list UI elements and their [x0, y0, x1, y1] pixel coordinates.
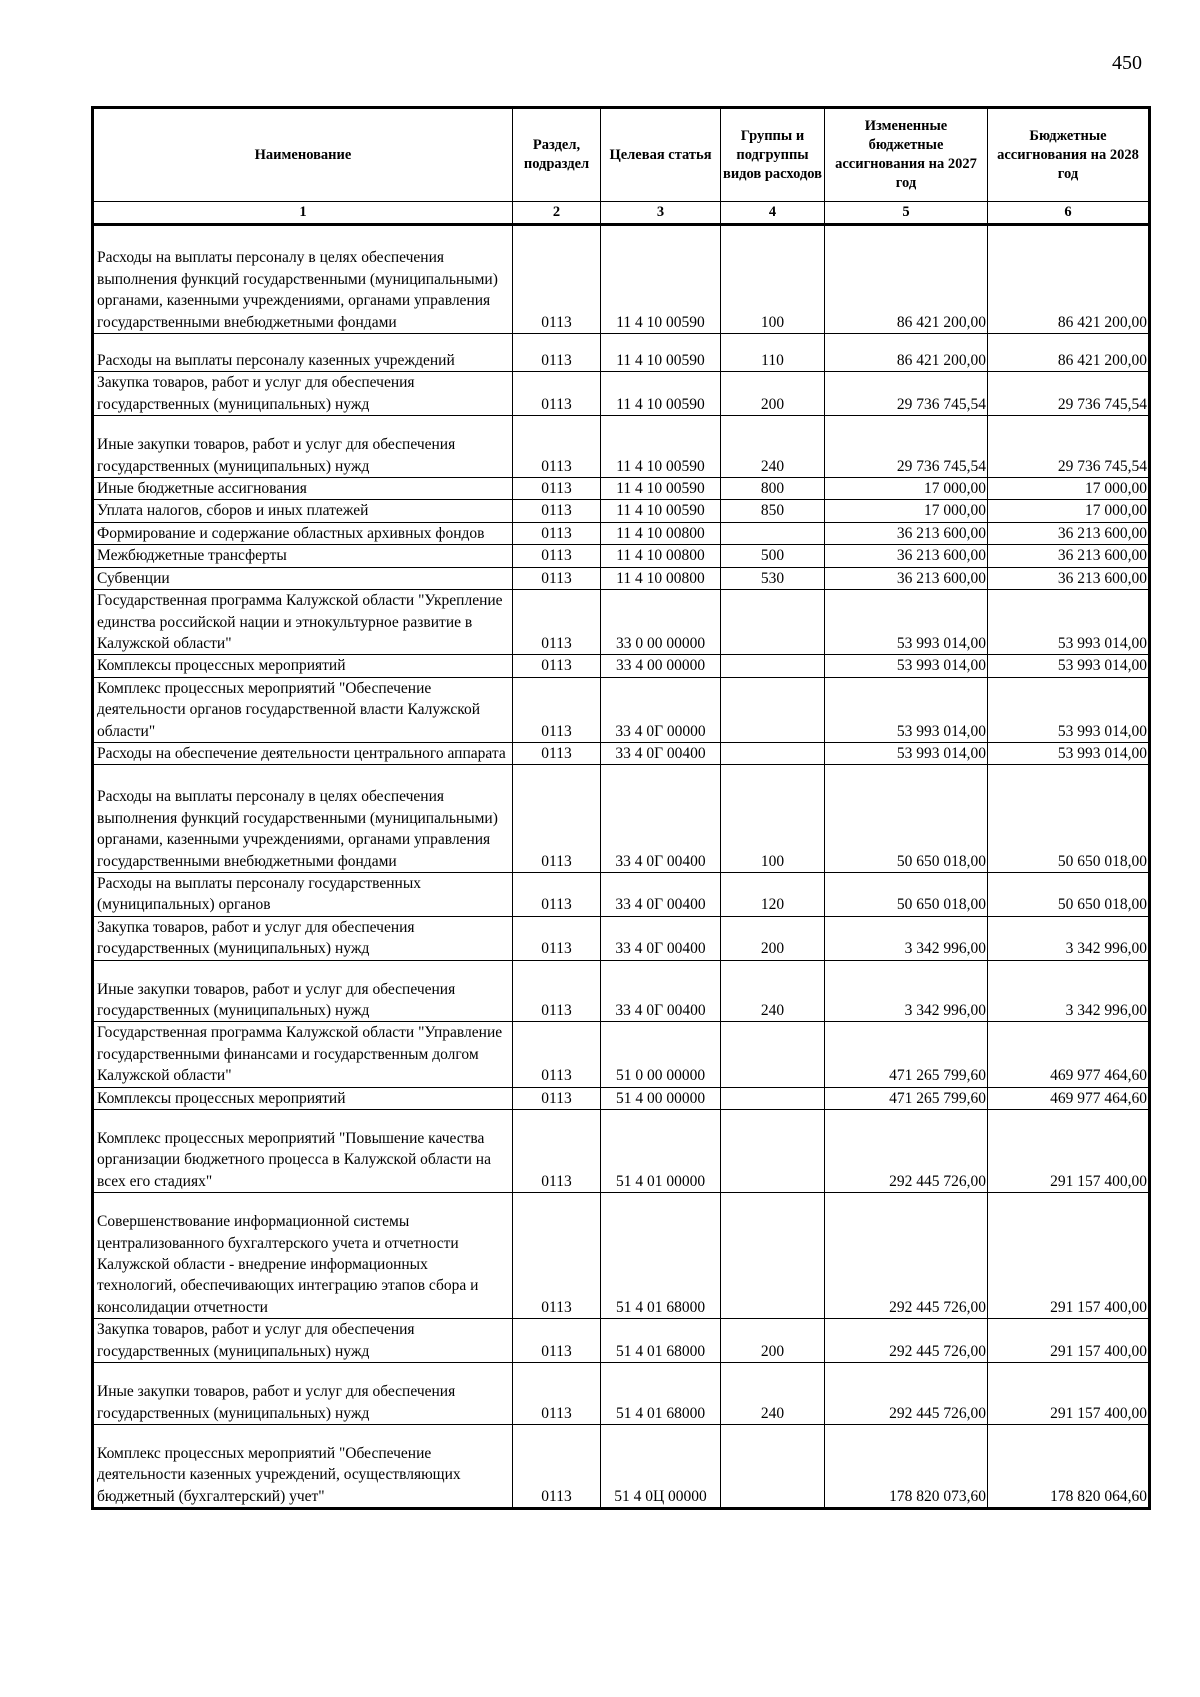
- row-amount-2028: 29 736 745,54: [988, 416, 1150, 478]
- row-name: Иные бюджетные ассигнования: [93, 478, 513, 500]
- row-amount-2027: 292 445 726,00: [825, 1319, 988, 1363]
- row-target: 11 4 10 00590: [601, 225, 721, 334]
- column-number: 4: [721, 202, 825, 225]
- row-target: 51 4 01 00000: [601, 1110, 721, 1193]
- row-name: Закупка товаров, работ и услуг для обеспечения государственных (муниципальных) нужд: [93, 916, 513, 960]
- row-amount-2027: 29 736 745,54: [825, 372, 988, 416]
- row-name: Совершенствование информационной системы централизованного бухгалтерского учета и отчетности Калужской области - внедрение информационных технологий, обеспечивающих интеграцию этапов сбора и консолидации отчетности: [93, 1193, 513, 1319]
- row-section: 0113: [513, 545, 601, 567]
- row-name: Расходы на выплаты персоналу казенных учреждений: [93, 334, 513, 372]
- row-group: [721, 655, 825, 677]
- row-group: 240: [721, 416, 825, 478]
- row-amount-2027: 50 650 018,00: [825, 872, 988, 916]
- row-amount-2028: 17 000,00: [988, 500, 1150, 522]
- row-group: 100: [721, 225, 825, 334]
- row-group: 110: [721, 334, 825, 372]
- row-target: 51 4 01 68000: [601, 1319, 721, 1363]
- table-row: [93, 567, 1150, 589]
- row-amount-2028: 86 421 200,00: [988, 225, 1150, 334]
- row-amount-2028: 178 820 064,60: [988, 1424, 1150, 1508]
- row-name: Расходы на обеспечение деятельности центрального аппарата: [93, 742, 513, 764]
- row-name: Субвенции: [93, 567, 513, 589]
- row-target: 11 4 10 00800: [601, 545, 721, 567]
- row-amount-2028: 291 157 400,00: [988, 1363, 1150, 1425]
- column-number: 2: [513, 202, 601, 225]
- row-target: 11 4 10 00590: [601, 478, 721, 500]
- row-group: 800: [721, 478, 825, 500]
- row-group: 120: [721, 872, 825, 916]
- table-row: [93, 765, 1150, 873]
- row-section: 0113: [513, 1022, 601, 1087]
- row-target: 51 0 00 00000: [601, 1022, 721, 1087]
- table-row: [93, 1087, 1150, 1109]
- row-amount-2028: 53 993 014,00: [988, 677, 1150, 742]
- row-name: Государственная программа Калужской области "Укрепление единства российской нации и этнокультурное развитие в Калужской области": [93, 590, 513, 655]
- row-section: 0113: [513, 225, 601, 334]
- column-number: 6: [988, 202, 1150, 225]
- row-target: 11 4 10 00800: [601, 522, 721, 544]
- row-group: 200: [721, 372, 825, 416]
- row-group: 850: [721, 500, 825, 522]
- row-amount-2028: 53 993 014,00: [988, 655, 1150, 677]
- row-name: Расходы на выплаты персоналу в целях обеспечения выполнения функций государственными (муниципальными) органами, казенными учреждениями, органами управления государственными внебюджетными фондами: [93, 225, 513, 334]
- row-amount-2028: 36 213 600,00: [988, 545, 1150, 567]
- header-amount-2027: Измененные бюджетные ассигнования на 2027 год: [825, 108, 988, 202]
- row-section: 0113: [513, 872, 601, 916]
- row-group: 240: [721, 1363, 825, 1425]
- table-row: [93, 1363, 1150, 1425]
- row-group: 200: [721, 916, 825, 960]
- row-amount-2028: 53 993 014,00: [988, 590, 1150, 655]
- row-amount-2027: 29 736 745,54: [825, 416, 988, 478]
- row-target: 33 0 00 00000: [601, 590, 721, 655]
- row-group: [721, 1087, 825, 1109]
- row-name: Закупка товаров, работ и услуг для обеспечения государственных (муниципальных) нужд: [93, 1319, 513, 1363]
- row-section: 0113: [513, 677, 601, 742]
- row-amount-2027: 50 650 018,00: [825, 765, 988, 873]
- row-amount-2028: 36 213 600,00: [988, 567, 1150, 589]
- page-number: 450: [1112, 52, 1142, 74]
- row-amount-2027: 53 993 014,00: [825, 677, 988, 742]
- row-amount-2028: 53 993 014,00: [988, 742, 1150, 764]
- row-section: 0113: [513, 372, 601, 416]
- row-section: 0113: [513, 567, 601, 589]
- row-name: Уплата налогов, сборов и иных платежей: [93, 500, 513, 522]
- table-row: [93, 1424, 1150, 1508]
- row-amount-2028: 291 157 400,00: [988, 1193, 1150, 1319]
- row-section: 0113: [513, 590, 601, 655]
- row-amount-2027: 36 213 600,00: [825, 567, 988, 589]
- row-target: 51 4 00 00000: [601, 1087, 721, 1109]
- row-amount-2027: 36 213 600,00: [825, 522, 988, 544]
- row-amount-2027: 86 421 200,00: [825, 334, 988, 372]
- row-group: [721, 1110, 825, 1193]
- row-name: Государственная программа Калужской области "Управление государственными финансами и государственным долгом Калужской области": [93, 1022, 513, 1087]
- row-amount-2027: 17 000,00: [825, 500, 988, 522]
- row-amount-2027: 471 265 799,60: [825, 1087, 988, 1109]
- table-row: [93, 742, 1150, 764]
- row-target: 51 4 01 68000: [601, 1193, 721, 1319]
- row-amount-2028: 291 157 400,00: [988, 1110, 1150, 1193]
- row-target: 11 4 10 00590: [601, 372, 721, 416]
- table-row: [93, 522, 1150, 544]
- row-target: 51 4 0Ц 00000: [601, 1424, 721, 1508]
- header-name: Наименование: [93, 108, 513, 202]
- row-amount-2027: 3 342 996,00: [825, 960, 988, 1022]
- row-target: 11 4 10 00590: [601, 500, 721, 522]
- row-name: Межбюджетные трансферты: [93, 545, 513, 567]
- row-target: 11 4 10 00590: [601, 416, 721, 478]
- row-name: Комплекс процессных мероприятий "Обеспечение деятельности казенных учреждений, осуществляющих бюджетный (бухгалтерский) учет": [93, 1424, 513, 1508]
- row-target: 33 4 0Г 00000: [601, 677, 721, 742]
- row-amount-2027: 53 993 014,00: [825, 590, 988, 655]
- row-amount-2028: 3 342 996,00: [988, 916, 1150, 960]
- row-section: 0113: [513, 1363, 601, 1425]
- row-name: Комплексы процессных мероприятий: [93, 655, 513, 677]
- row-target: 11 4 10 00590: [601, 334, 721, 372]
- row-target: 33 4 0Г 00400: [601, 960, 721, 1022]
- row-section: 0113: [513, 522, 601, 544]
- table-row: [93, 677, 1150, 742]
- row-amount-2027: 36 213 600,00: [825, 545, 988, 567]
- row-amount-2027: 178 820 073,60: [825, 1424, 988, 1508]
- row-target: 33 4 0Г 00400: [601, 742, 721, 764]
- row-section: 0113: [513, 334, 601, 372]
- row-name: Комплекс процессных мероприятий "Обеспечение деятельности органов государственной власти Калужской области": [93, 677, 513, 742]
- row-group: [721, 522, 825, 544]
- row-group: 530: [721, 567, 825, 589]
- row-section: 0113: [513, 916, 601, 960]
- row-name: Иные закупки товаров, работ и услуг для обеспечения государственных (муниципальных) нужд: [93, 960, 513, 1022]
- row-amount-2027: 86 421 200,00: [825, 225, 988, 334]
- table-row: [93, 1319, 1150, 1363]
- row-name: Расходы на выплаты персоналу в целях обеспечения выполнения функций государственными (муниципальными) органами, казенными учреждениями, органами управления государственными внебюджетными фондами: [93, 765, 513, 873]
- row-group: [721, 742, 825, 764]
- row-group: 200: [721, 1319, 825, 1363]
- row-name: Комплексы процессных мероприятий: [93, 1087, 513, 1109]
- table-row: [93, 1193, 1150, 1319]
- row-section: 0113: [513, 1319, 601, 1363]
- row-target: 33 4 0Г 00400: [601, 916, 721, 960]
- table-row: [93, 545, 1150, 567]
- row-section: 0113: [513, 742, 601, 764]
- table-row: [93, 1022, 1150, 1087]
- row-target: 51 4 01 68000: [601, 1363, 721, 1425]
- row-amount-2027: 292 445 726,00: [825, 1193, 988, 1319]
- row-target: 33 4 00 00000: [601, 655, 721, 677]
- header-section: Раздел, подраздел: [513, 108, 601, 202]
- row-name: Расходы на выплаты персоналу государственных (муниципальных) органов: [93, 872, 513, 916]
- row-section: 0113: [513, 765, 601, 873]
- row-name: Формирование и содержание областных архивных фондов: [93, 522, 513, 544]
- table-row: [93, 872, 1150, 916]
- row-group: [721, 590, 825, 655]
- row-group: 500: [721, 545, 825, 567]
- budget-table: [91, 106, 1151, 1510]
- row-group: 240: [721, 960, 825, 1022]
- row-group: [721, 1424, 825, 1508]
- row-group: [721, 1193, 825, 1319]
- row-amount-2028: 3 342 996,00: [988, 960, 1150, 1022]
- row-amount-2028: 50 650 018,00: [988, 872, 1150, 916]
- header-amount-2028: Бюджетные ассигнования на 2028 год: [988, 108, 1150, 202]
- row-target: 11 4 10 00800: [601, 567, 721, 589]
- row-amount-2027: 292 445 726,00: [825, 1363, 988, 1425]
- row-amount-2027: 53 993 014,00: [825, 655, 988, 677]
- row-target: 33 4 0Г 00400: [601, 765, 721, 873]
- row-section: 0113: [513, 1193, 601, 1319]
- row-name: Закупка товаров, работ и услуг для обеспечения государственных (муниципальных) нужд: [93, 372, 513, 416]
- table-row: [93, 372, 1150, 416]
- table-row: [93, 478, 1150, 500]
- table-row: [93, 500, 1150, 522]
- row-group: 100: [721, 765, 825, 873]
- table-row: [93, 416, 1150, 478]
- table-row: [93, 1110, 1150, 1193]
- column-number: 3: [601, 202, 721, 225]
- table-row: [93, 960, 1150, 1022]
- table-row: [93, 916, 1150, 960]
- row-amount-2028: 291 157 400,00: [988, 1319, 1150, 1363]
- row-section: 0113: [513, 1087, 601, 1109]
- column-number: 5: [825, 202, 988, 225]
- row-amount-2028: 86 421 200,00: [988, 334, 1150, 372]
- row-amount-2027: 53 993 014,00: [825, 742, 988, 764]
- row-amount-2028: 29 736 745,54: [988, 372, 1150, 416]
- row-section: 0113: [513, 1424, 601, 1508]
- row-group: [721, 1022, 825, 1087]
- row-amount-2028: 17 000,00: [988, 478, 1150, 500]
- row-target: 33 4 0Г 00400: [601, 872, 721, 916]
- table-row: [93, 225, 1150, 334]
- table-row: [93, 334, 1150, 372]
- row-section: 0113: [513, 960, 601, 1022]
- row-section: 0113: [513, 478, 601, 500]
- row-amount-2027: 471 265 799,60: [825, 1022, 988, 1087]
- row-name: Иные закупки товаров, работ и услуг для обеспечения государственных (муниципальных) нужд: [93, 416, 513, 478]
- row-amount-2027: 292 445 726,00: [825, 1110, 988, 1193]
- row-amount-2027: 17 000,00: [825, 478, 988, 500]
- row-amount-2028: 469 977 464,60: [988, 1087, 1150, 1109]
- row-group: [721, 677, 825, 742]
- row-amount-2028: 50 650 018,00: [988, 765, 1150, 873]
- row-section: 0113: [513, 1110, 601, 1193]
- row-section: 0113: [513, 416, 601, 478]
- row-section: 0113: [513, 500, 601, 522]
- header-group: Группы и подгруппы видов расходов: [721, 108, 825, 202]
- column-number: 1: [93, 202, 513, 225]
- table-row: [93, 590, 1150, 655]
- row-name: Комплекс процессных мероприятий "Повышение качества организации бюджетного процесса в Калужской области на всех его стадиях": [93, 1110, 513, 1193]
- table-row: [93, 655, 1150, 677]
- header-target: Целевая статья: [601, 108, 721, 202]
- row-amount-2027: 3 342 996,00: [825, 916, 988, 960]
- row-section: 0113: [513, 655, 601, 677]
- row-amount-2028: 36 213 600,00: [988, 522, 1150, 544]
- row-name: Иные закупки товаров, работ и услуг для обеспечения государственных (муниципальных) нужд: [93, 1363, 513, 1425]
- row-amount-2028: 469 977 464,60: [988, 1022, 1150, 1087]
